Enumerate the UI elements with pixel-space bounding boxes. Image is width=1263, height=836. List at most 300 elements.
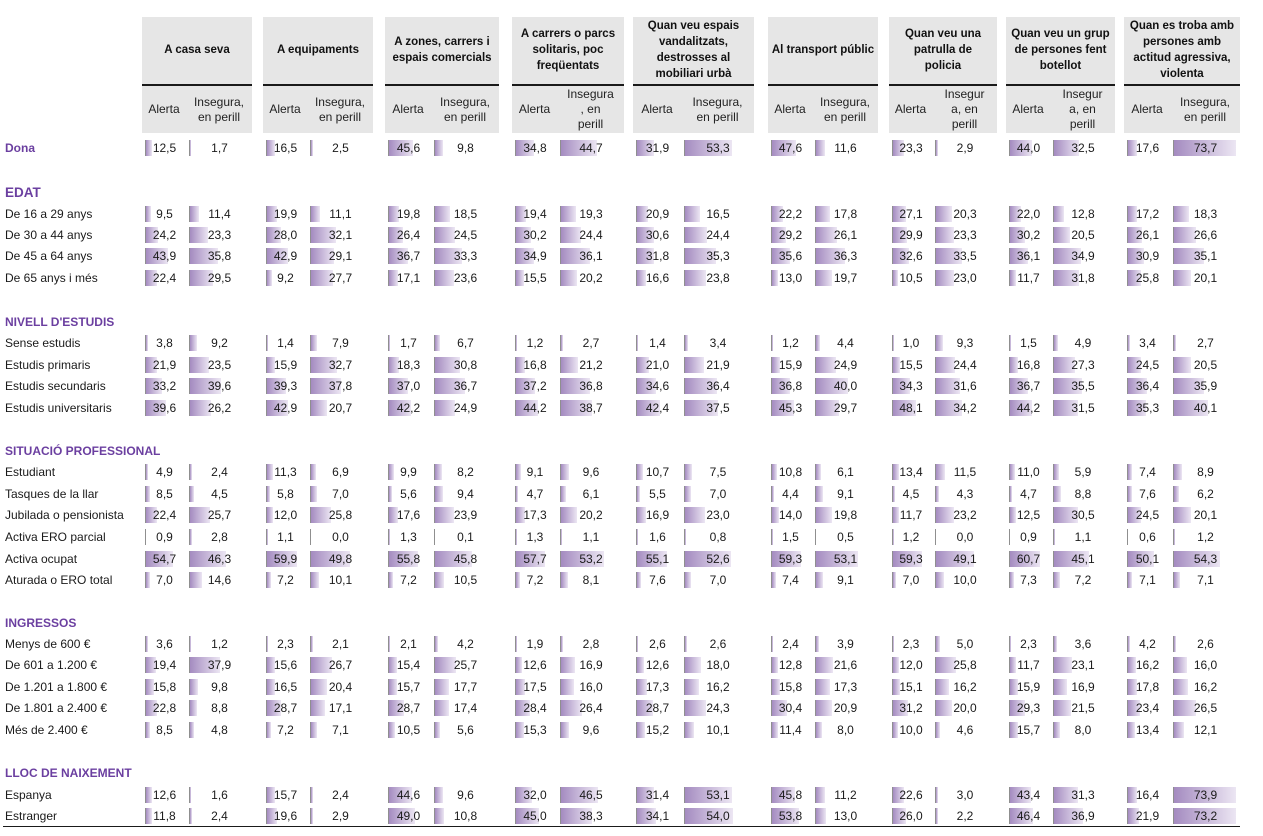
data-value: 27,3 — [1071, 358, 1095, 372]
data-value: 4,4 — [782, 487, 799, 501]
data-cell — [815, 140, 875, 156]
data-value: 5,5 — [649, 487, 666, 501]
data-value: 1,1 — [277, 530, 294, 544]
data-cell — [815, 464, 875, 480]
data-value: 15,4 — [396, 658, 421, 672]
data-cell — [1173, 572, 1237, 588]
data-value: 28,7 — [396, 701, 421, 715]
data-cell — [388, 335, 428, 351]
data-value: 16,4 — [1135, 788, 1160, 802]
data-value: 29,2 — [778, 228, 803, 242]
data-value: 0,5 — [837, 530, 854, 544]
data-value: 2,6 — [649, 637, 666, 651]
data-value: 1,4 — [649, 336, 666, 350]
data-cell — [515, 486, 554, 502]
data-cell — [1173, 657, 1237, 673]
data-value: 26,4 — [396, 228, 421, 242]
data-value: 57,7 — [523, 552, 547, 566]
data-cell — [310, 357, 370, 373]
data-cell — [266, 400, 304, 416]
row-label: Tasques de la llar — [5, 487, 99, 501]
data-cell — [815, 636, 875, 652]
data-cell — [388, 679, 428, 695]
data-value: 1,6 — [211, 788, 228, 802]
data-cell — [771, 335, 809, 351]
data-value: 11,0 — [1017, 465, 1040, 479]
data-cell — [684, 248, 751, 264]
data-value: 29,1 — [328, 249, 353, 263]
data-value: 36,3 — [833, 249, 858, 263]
data-value: 28,7 — [273, 701, 298, 715]
data-cell — [189, 378, 249, 394]
data-cell — [1127, 679, 1167, 695]
data-cell — [636, 248, 678, 264]
data-value: 34,6 — [645, 379, 670, 393]
data-value: 4,5 — [211, 487, 228, 501]
data-cell — [1009, 572, 1047, 588]
data-value: 10,8 — [453, 809, 478, 823]
row-label: Estudis secundaris — [5, 379, 106, 393]
data-cell — [1127, 357, 1167, 373]
data-value: 17,3 — [833, 680, 858, 694]
data-value: 35,9 — [1193, 379, 1218, 393]
data-cell — [1009, 248, 1047, 264]
section-title: INGRESSOS — [5, 616, 77, 630]
data-value: 4,4 — [837, 336, 854, 350]
data-value: 8,9 — [1197, 465, 1214, 479]
data-cell — [515, 572, 554, 588]
data-cell — [684, 572, 751, 588]
data-cell — [1127, 206, 1167, 222]
data-value: 24,5 — [453, 228, 478, 242]
data-value: 24,4 — [953, 358, 977, 372]
data-value: 6,2 — [1197, 487, 1214, 501]
data-value: 7,0 — [709, 573, 727, 587]
row-label: De 65 anys i més — [5, 271, 98, 285]
data-value: 22,4 — [152, 508, 177, 522]
data-cell — [892, 722, 929, 738]
data-value: 36,4 — [1135, 379, 1160, 393]
data-cell — [310, 378, 370, 394]
data-value: 3,0 — [956, 788, 974, 802]
subheader-alerta: Alerta — [1131, 102, 1163, 116]
data-value: 5,9 — [1074, 465, 1092, 479]
data-value: 11,8 — [153, 809, 176, 823]
data-value: 45,3 — [778, 401, 803, 415]
data-value: 40,0 — [833, 379, 858, 393]
data-cell — [189, 808, 249, 824]
subheader-alerta: Alerta — [641, 102, 673, 116]
data-value: 7,0 — [156, 573, 173, 587]
data-cell — [560, 787, 621, 803]
data-value: 24,5 — [1135, 508, 1160, 522]
data-value: 20,7 — [328, 401, 353, 415]
data-value: 23,5 — [207, 358, 232, 372]
data-value: 36,4 — [706, 379, 730, 393]
data-value: 7,2 — [526, 573, 544, 587]
data-cell — [815, 270, 875, 286]
data-value: 11,7 — [899, 508, 923, 522]
data-cell — [1127, 787, 1167, 803]
data-cell — [684, 700, 751, 716]
data-value: 4,2 — [457, 637, 474, 651]
data-cell — [310, 400, 370, 416]
data-value: 22,2 — [778, 207, 803, 221]
data-cell — [515, 335, 554, 351]
data-cell — [1127, 529, 1167, 545]
data-value: 40,1 — [1193, 401, 1218, 415]
data-value: 28,7 — [645, 701, 670, 715]
data-cell — [310, 464, 370, 480]
data-value: 10,1 — [328, 573, 353, 587]
data-cell — [560, 227, 621, 243]
data-cell — [388, 808, 428, 824]
data-cell — [771, 808, 809, 824]
data-value: 59,3 — [899, 552, 923, 566]
row-label: Menys de 600 € — [5, 637, 91, 651]
data-cell — [636, 679, 678, 695]
data-value: 22,8 — [152, 701, 177, 715]
data-cell — [1009, 808, 1047, 824]
data-value: 34,8 — [523, 141, 547, 155]
data-value: 19,9 — [273, 207, 298, 221]
data-value: 46,3 — [207, 552, 232, 566]
data-cell — [771, 464, 809, 480]
data-cell — [266, 270, 304, 286]
data-cell — [388, 787, 428, 803]
data-value: 7,1 — [332, 723, 349, 737]
data-cell — [892, 227, 929, 243]
data-cell — [434, 551, 496, 567]
data-cell — [145, 507, 183, 523]
data-value: 15,9 — [778, 358, 803, 372]
data-value: 17,8 — [833, 207, 858, 221]
data-value: 10,8 — [778, 465, 803, 479]
data-value: 11,2 — [834, 788, 857, 802]
data-value: 21,5 — [1071, 701, 1095, 715]
data-cell — [434, 529, 496, 545]
data-cell — [771, 551, 809, 567]
data-value: 26,2 — [207, 401, 232, 415]
data-cell — [266, 206, 304, 222]
data-cell — [189, 529, 249, 545]
data-value: 31,3 — [1071, 788, 1095, 802]
data-value: 36,7 — [453, 379, 478, 393]
data-cell — [189, 679, 249, 695]
data-cell — [1173, 486, 1237, 502]
data-value: 2,6 — [1197, 637, 1214, 651]
data-cell — [1173, 270, 1237, 286]
section-title: EDAT — [5, 185, 41, 200]
data-value: 29,5 — [207, 271, 232, 285]
data-cell — [560, 507, 621, 523]
data-cell — [189, 248, 249, 264]
data-value: 4,2 — [1139, 637, 1156, 651]
data-cell — [560, 700, 621, 716]
data-value: 1,3 — [526, 530, 544, 544]
data-cell — [515, 248, 554, 264]
data-value: 6,7 — [457, 336, 474, 350]
data-cell — [434, 357, 496, 373]
data-cell — [892, 636, 929, 652]
data-value: 16,2 — [1193, 680, 1218, 694]
data-cell — [434, 248, 496, 264]
data-value: 11,5 — [953, 465, 977, 479]
data-cell — [1127, 572, 1167, 588]
data-cell — [145, 572, 183, 588]
data-value: 30,4 — [778, 701, 803, 715]
data-cell — [1053, 657, 1112, 673]
data-value: 42,2 — [396, 401, 421, 415]
data-cell — [684, 657, 751, 673]
data-value: 33,5 — [953, 249, 977, 263]
data-value: 8,5 — [156, 487, 173, 501]
data-value: 17,7 — [453, 680, 478, 694]
data-cell — [1009, 551, 1047, 567]
data-cell — [266, 378, 304, 394]
data-cell — [892, 657, 929, 673]
data-value: 43,4 — [1016, 788, 1041, 802]
data-value: 35,5 — [1071, 379, 1095, 393]
data-cell — [935, 400, 994, 416]
data-cell — [935, 529, 994, 545]
data-cell — [1009, 206, 1047, 222]
data-cell — [560, 722, 621, 738]
data-value: 20,5 — [1193, 358, 1218, 372]
data-cell — [892, 206, 929, 222]
data-cell — [388, 206, 428, 222]
data-value: 12,6 — [152, 788, 177, 802]
column-header-title: A zones, carrers i espais comercials — [392, 36, 492, 64]
data-cell — [892, 507, 929, 523]
data-value: 9,1 — [837, 487, 854, 501]
data-cell — [892, 248, 929, 264]
data-cell — [935, 636, 994, 652]
data-cell — [560, 400, 621, 416]
data-cell — [310, 551, 370, 567]
data-value: 9,8 — [211, 680, 228, 694]
data-value: 12,6 — [645, 658, 670, 672]
data-cell — [1127, 700, 1167, 716]
data-value: 53,3 — [706, 141, 730, 155]
data-value: 37,5 — [706, 401, 730, 415]
data-cell — [1173, 248, 1237, 264]
data-cell — [892, 464, 929, 480]
data-value: 4,9 — [156, 465, 173, 479]
data-value: 34,3 — [899, 379, 923, 393]
data-cell — [935, 572, 994, 588]
data-cell — [388, 507, 428, 523]
data-value: 19,8 — [833, 508, 858, 522]
subheader-insegura: Insegura, en perill — [439, 94, 491, 124]
data-cell — [1127, 270, 1167, 286]
data-value: 16,8 — [1016, 358, 1041, 372]
data-cell — [515, 529, 554, 545]
data-value: 59,9 — [273, 552, 298, 566]
data-value: 2,8 — [211, 530, 228, 544]
data-cell — [388, 700, 428, 716]
data-value: 44,2 — [1016, 401, 1041, 415]
data-value: 17,4 — [453, 701, 478, 715]
data-cell — [1173, 722, 1237, 738]
data-value: 8,8 — [211, 701, 228, 715]
data-value: 7,3 — [1020, 573, 1037, 587]
table-bottom-rule — [3, 826, 1240, 827]
data-value: 26,6 — [1193, 228, 1218, 242]
data-cell — [892, 400, 929, 416]
data-cell — [1009, 657, 1047, 673]
data-cell — [636, 357, 678, 373]
data-value: 4,7 — [526, 487, 544, 501]
data-value: 7,2 — [277, 573, 294, 587]
data-value: 7,4 — [782, 573, 799, 587]
data-value: 29,7 — [833, 401, 858, 415]
data-cell — [1053, 529, 1112, 545]
data-value: 23,0 — [706, 508, 730, 522]
data-value: 49,0 — [396, 809, 421, 823]
data-value: 2,2 — [956, 809, 974, 823]
data-cell — [145, 357, 183, 373]
data-cell — [515, 464, 554, 480]
data-cell — [189, 572, 249, 588]
data-cell — [892, 787, 929, 803]
data-value: 12,8 — [778, 658, 803, 672]
data-value: 1,7 — [211, 141, 228, 155]
data-cell — [434, 335, 496, 351]
data-value: 7,1 — [1197, 573, 1214, 587]
data-value: 29,9 — [899, 228, 923, 242]
data-cell — [935, 357, 994, 373]
data-value: 8,5 — [156, 723, 173, 737]
column-header-title: A carrers o parcs solitaris, poc freqüentats — [520, 28, 616, 72]
data-cell — [771, 679, 809, 695]
data-value: 26,0 — [899, 809, 923, 823]
data-value: 39,6 — [207, 379, 232, 393]
data-cell — [310, 808, 370, 824]
data-value: 7,1 — [1139, 573, 1156, 587]
data-cell — [1053, 357, 1112, 373]
data-cell — [684, 486, 751, 502]
data-value: 4,9 — [1074, 336, 1092, 350]
data-cell — [388, 140, 428, 156]
data-value: 7,4 — [1139, 465, 1156, 479]
data-cell — [892, 486, 929, 502]
data-value: 16,8 — [523, 358, 547, 372]
data-cell — [310, 529, 370, 545]
data-cell — [189, 357, 249, 373]
data-value: 32,6 — [899, 249, 923, 263]
data-value: 15,5 — [899, 358, 923, 372]
data-cell — [388, 357, 428, 373]
data-cell — [515, 140, 554, 156]
data-value: 29,3 — [1016, 701, 1041, 715]
data-cell — [1053, 722, 1112, 738]
data-value: 35,3 — [1135, 401, 1160, 415]
data-value: 45,6 — [396, 141, 421, 155]
data-cell — [1053, 270, 1112, 286]
data-cell — [189, 140, 249, 156]
data-value: 2,9 — [956, 141, 974, 155]
data-value: 20,2 — [579, 508, 603, 522]
data-value: 25,8 — [1135, 271, 1160, 285]
data-cell — [1173, 378, 1237, 394]
data-cell — [189, 206, 249, 222]
column-header-title: Quan es troba amb persones amb actitud agressiva, violenta — [1129, 20, 1235, 80]
data-cell — [815, 378, 875, 394]
data-cell — [1127, 486, 1167, 502]
column-header-title: Quan veu una patrulla de policia — [904, 28, 982, 72]
data-value: 15,5 — [523, 271, 547, 285]
data-cell — [145, 335, 183, 351]
data-cell — [1009, 679, 1047, 695]
data-value: 2,7 — [582, 336, 600, 350]
data-value: 3,4 — [709, 336, 727, 350]
data-cell — [636, 636, 678, 652]
data-cell — [1127, 400, 1167, 416]
data-value: 36,9 — [1071, 809, 1095, 823]
data-value: 31,5 — [1071, 401, 1095, 415]
column-header-title: Quan veu espais vandalitzats, destrosses al mobiliari urbà — [647, 20, 740, 80]
data-value: 17,3 — [523, 508, 547, 522]
data-value: 2,4 — [211, 465, 228, 479]
data-value: 1,5 — [782, 530, 799, 544]
data-value: 31,6 — [953, 379, 977, 393]
data-value: 14,0 — [778, 508, 803, 522]
data-cell — [815, 529, 875, 545]
data-cell — [771, 140, 809, 156]
data-cell — [515, 636, 554, 652]
subheader-insegura: Insegura , en perill — [567, 87, 614, 131]
data-value: 23,0 — [953, 271, 977, 285]
data-cell — [515, 227, 554, 243]
data-value: 16,6 — [645, 271, 670, 285]
data-value: 42,9 — [273, 401, 298, 415]
data-cell — [388, 636, 428, 652]
data-cell — [189, 400, 249, 416]
data-value: 44,0 — [1016, 141, 1041, 155]
data-value: 25,8 — [953, 658, 977, 672]
data-cell — [636, 378, 678, 394]
data-cell — [815, 572, 875, 588]
data-cell — [684, 679, 751, 695]
data-value: 32,1 — [328, 228, 353, 242]
data-cell — [145, 787, 183, 803]
data-value: 23,9 — [453, 508, 478, 522]
data-value: 11,4 — [208, 207, 231, 221]
data-value: 34,2 — [953, 401, 977, 415]
data-value: 5,0 — [956, 637, 974, 651]
data-value: 7,5 — [709, 465, 727, 479]
data-value: 8,1 — [582, 573, 600, 587]
data-value: 50,1 — [1135, 552, 1160, 566]
data-cell — [515, 808, 554, 824]
data-cell — [1009, 529, 1047, 545]
data-cell — [935, 808, 994, 824]
data-cell — [935, 679, 994, 695]
data-value: 27,1 — [899, 207, 923, 221]
data-cell — [388, 227, 428, 243]
data-cell — [892, 572, 929, 588]
data-cell — [310, 227, 370, 243]
data-cell — [892, 270, 929, 286]
data-cell — [434, 400, 496, 416]
data-value: 30,6 — [645, 228, 670, 242]
data-value: 6,1 — [837, 465, 854, 479]
data-cell — [560, 378, 621, 394]
data-value: 7,0 — [902, 573, 920, 587]
data-value: 9,3 — [956, 336, 974, 350]
data-value: 34,9 — [1071, 249, 1095, 263]
